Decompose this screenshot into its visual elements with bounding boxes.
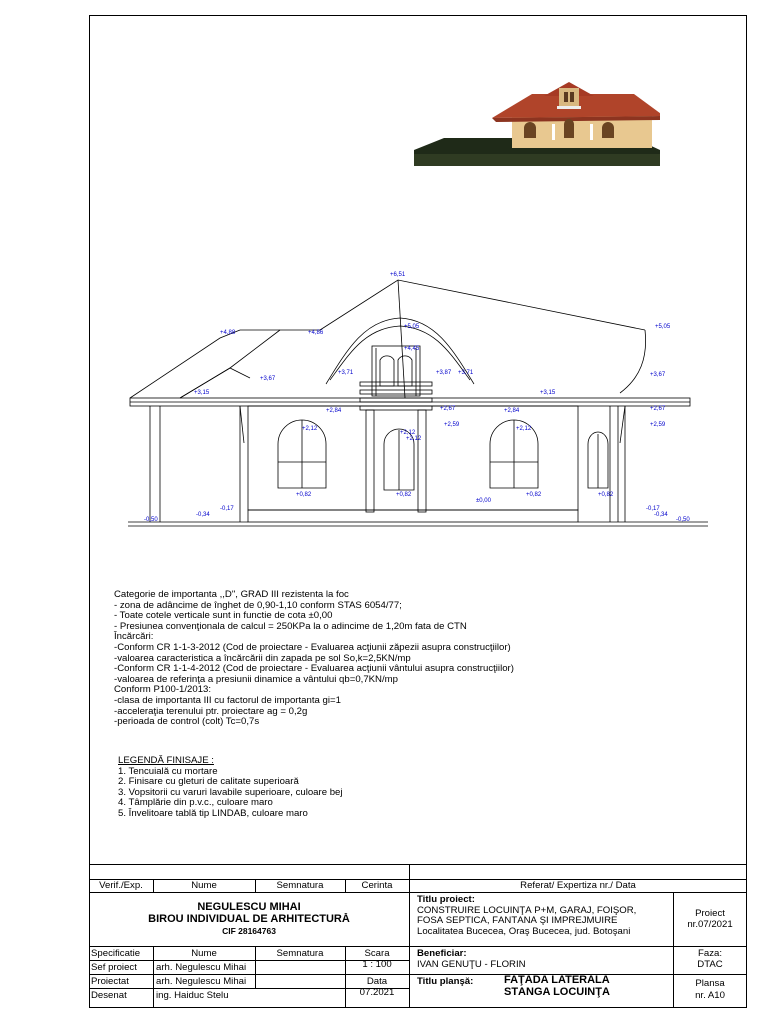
level-017-right: -0,17: [646, 506, 660, 512]
note-line: - Presiunea convenţionala de calcul = 250KPa la o adincime de 1,20m fata de CTN: [114, 620, 467, 632]
level-387: +3,87: [436, 370, 452, 376]
firm-type: BIROU INDIVIDUAL DE ARHITECTURĂ: [148, 913, 350, 925]
note-line: -valoarea de referinţa a presiunii dinamice a vântului qb=0,7KN/mp: [114, 673, 398, 685]
beneficiar-value: IVAN GENUŢU - FLORIN: [417, 960, 526, 970]
sef-proiect-label: Sef proiect: [91, 963, 137, 973]
level-050-right: -0,50: [676, 517, 690, 523]
level-367-left: +3,67: [260, 376, 276, 382]
sef-proiect-name: arh. Negulescu Mihai: [156, 963, 247, 973]
plansa-title-label: Titlu planşă:: [417, 977, 474, 987]
legend-item: 1. Tencuială cu mortare: [118, 765, 218, 777]
proiect-number: nr.07/2021: [687, 920, 733, 930]
level-082-d: +0,82: [598, 492, 614, 498]
level-315-left: +3,15: [194, 390, 210, 396]
plansa-number: nr. A10: [695, 991, 725, 1001]
level-367-right: +3,67: [650, 372, 666, 378]
proiect-label: Proiect: [695, 909, 725, 919]
desenat-name: ing. Haiduc Stelu: [156, 991, 229, 1001]
house-3d-render: [414, 78, 660, 166]
level-050-left: -0,50: [144, 517, 158, 523]
faza-label: Faza:: [698, 949, 722, 959]
cerinta-header: Cerinta: [361, 881, 393, 891]
level-259-left: +2,59: [444, 422, 460, 428]
note-line: - zona de adâncime de înghet de 0,90-1,10 conform STAS 6054/77;: [114, 599, 402, 611]
level-082-a: +0,82: [296, 492, 312, 498]
level-505-right: +5,05: [655, 324, 671, 330]
proiectat-name: arh. Negulescu Mihai: [156, 977, 247, 987]
project-title-line2: FOSĂ SEPTICĂ, FÂNTÂNĂ ŞI ÎMPREJMUIRE: [417, 916, 618, 926]
level-034-left: -0,34: [196, 512, 210, 518]
note-line: Conform P100-1/2013:: [114, 684, 212, 696]
level-284-left: +2,84: [326, 408, 342, 414]
left-side-elevation-drawing: [120, 268, 710, 538]
title-block: [89, 864, 747, 1008]
semnatura-column: Semnatura: [276, 949, 324, 959]
data-label: Data: [366, 977, 388, 987]
level-445: +4,45: [404, 346, 420, 352]
level-212-d: +2,12: [516, 426, 532, 432]
level-212-c: +2,12: [406, 436, 422, 442]
level-212-b: +2,12: [400, 430, 416, 436]
level-017-left: -0,17: [220, 506, 234, 512]
plansa-title-line1: FAŢADA LATERALĂ: [504, 975, 610, 986]
legend-item: 5. Învelitoare tablă tip LINDAB, culoare maro: [118, 807, 308, 819]
note-line: -Conform CR 1-1-3-2012 (Cod de proiectare - Evaluarea acţiunii zăpezii asupra construcţiilor): [114, 641, 511, 653]
project-title-label: Titlu proiect:: [417, 895, 475, 905]
project-title-line1: CONSTRUIRE LOCUINŢĂ P+M, GARAJ, FOIŞOR,: [417, 906, 637, 916]
level-034-right: -0,34: [654, 512, 668, 518]
specificatie-label: Specificatie: [91, 949, 141, 959]
semnatura-header: Semnatura: [276, 881, 324, 891]
firm-name: NEGULESCU MIHAI: [197, 901, 301, 913]
verif-header: Verif./Exp.: [99, 881, 143, 891]
nume-header: Nume: [191, 881, 217, 891]
legend-item: 2. Finisare cu gleturi de calitate superioară: [118, 776, 299, 788]
level-267-left: +2,67: [440, 406, 456, 412]
technical-notes: [114, 590, 714, 728]
plansa-label: Plansa: [695, 979, 725, 989]
note-line: -clasa de importanta III cu factorul de importanta gi=1: [114, 694, 341, 706]
level-212-a: +2,12: [302, 426, 318, 432]
level-259-right: +2,59: [650, 422, 666, 428]
note-line: Încărcări:: [114, 631, 154, 643]
level-082-c: +0,82: [526, 492, 542, 498]
scara-value: 1 : 100: [362, 960, 392, 970]
finishes-legend: [114, 756, 514, 820]
level-284-right: +2,84: [504, 408, 520, 414]
level-082-b: +0,82: [396, 492, 412, 498]
firm-cif: CIF 28164763: [222, 926, 276, 936]
level-486: +4,86: [308, 330, 324, 336]
level-zero: ±0,00: [476, 498, 491, 504]
project-location: Localitatea Bucecea, Oraş Bucecea, jud. Botoşani: [417, 927, 631, 937]
note-line: -Conform CR 1-1-4-2012 (Cod de proiectare - Evaluarea acţiunii vântului asupra construcţiilor): [114, 663, 514, 675]
legend-title: LEGENDĂ FINISAJE :: [118, 755, 214, 766]
data-value: 07.2021: [359, 988, 395, 998]
plansa-title-line2: STÂNGA LOCUINŢĂ: [504, 987, 610, 998]
desenat-label: Desenat: [91, 991, 127, 1001]
level-267-right: +2,67: [650, 406, 666, 412]
note-line: Categorie de importanta ,,D", GRAD III rezistenta la foc: [114, 589, 349, 600]
note-line: -acceleraţia terenului ptr. proiectare ag = 0,2g: [114, 705, 308, 717]
note-line: -perioada de control (colt) Tc=0,7s: [114, 716, 260, 728]
level-505-left: +5,05: [404, 324, 420, 330]
level-315-right: +3,15: [540, 390, 556, 396]
note-line: - Toate cotele verticale sunt in functie de cota ±0,00: [114, 610, 333, 622]
level-488: +4,88: [220, 330, 236, 336]
legend-item: 4. Tâmplărie din p.v.c., culoare maro: [118, 797, 273, 809]
level-371-left: +3,71: [338, 370, 354, 376]
faza-value: DTAC: [697, 960, 723, 970]
beneficiar-label: Beneficiar:: [417, 949, 467, 959]
scara-label: Scara: [364, 949, 390, 959]
note-line: -valoarea caracteristica a încărcării din zapada pe sol So,k=2,5KN/mp: [114, 652, 411, 664]
level-371-right: +3,71: [458, 370, 474, 376]
level-ridge: +6,51: [390, 272, 406, 278]
referat-header: Referat/ Expertiza nr./ Data: [520, 881, 636, 891]
legend-item: 3. Vopsitorii cu varuri lavabile superioare, culoare bej: [118, 786, 343, 798]
nume-column: Nume: [191, 949, 217, 959]
proiectat-label: Proiectat: [91, 977, 129, 987]
